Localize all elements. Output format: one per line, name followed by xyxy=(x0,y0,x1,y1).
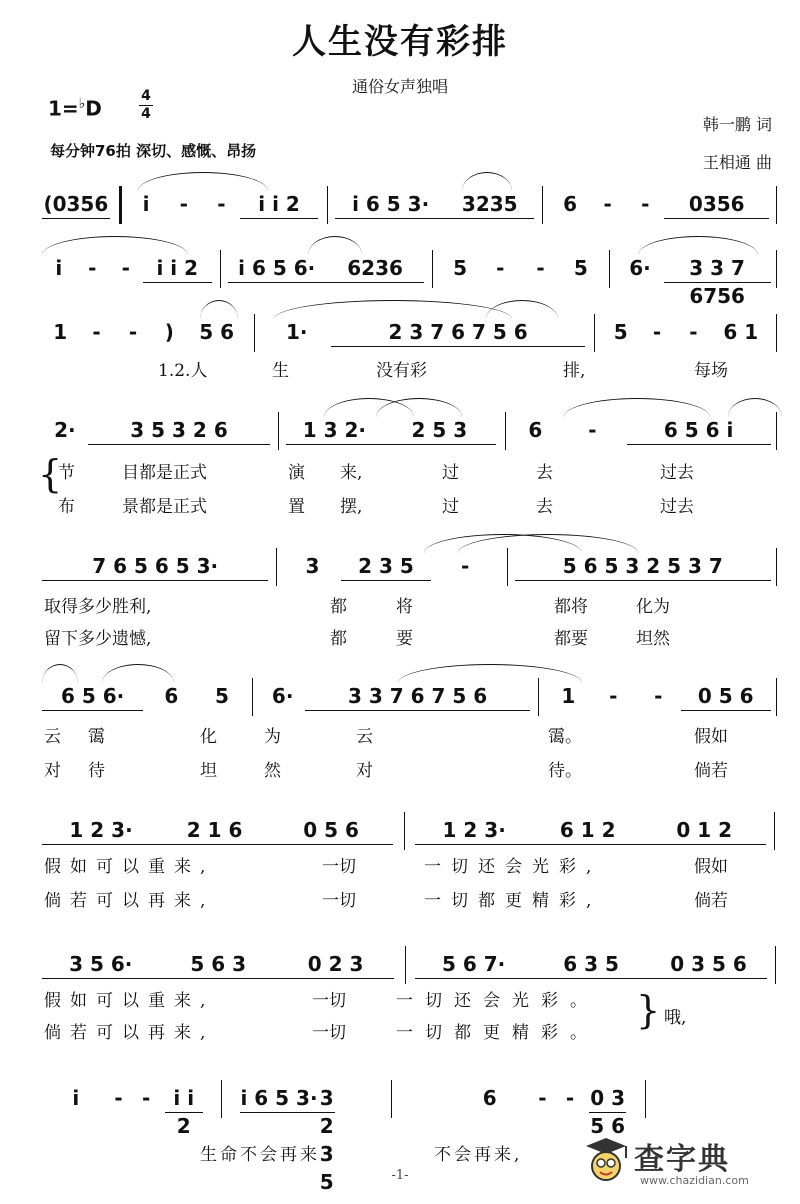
slur-mark xyxy=(138,172,268,191)
slur-mark xyxy=(486,300,558,319)
dash-extension: - xyxy=(121,256,130,280)
barline xyxy=(776,314,777,352)
note-group: 3 3 7 6 7 5 6 xyxy=(305,682,530,711)
lyric-word: 不会再来, xyxy=(434,1145,523,1165)
lyric-word: 每场 xyxy=(694,361,728,381)
watermark xyxy=(582,1130,782,1196)
slur-mark xyxy=(564,398,710,417)
lyric-word: 要 xyxy=(396,629,413,649)
dash-extension: - xyxy=(496,256,505,280)
note-group: 5 xyxy=(453,256,468,280)
note-group: 3 5 6· xyxy=(42,950,159,979)
lyric-word: 摆, xyxy=(340,497,363,517)
barline xyxy=(507,548,508,586)
note-group: 6236 xyxy=(326,254,424,283)
dash-extension: - xyxy=(603,192,612,216)
note-group: 1· xyxy=(285,320,308,344)
dash-extension: - xyxy=(114,1086,123,1110)
barline xyxy=(276,548,277,586)
lyric-word: 坦然 xyxy=(636,629,670,649)
barline xyxy=(776,548,777,586)
lyric-word: 排, xyxy=(563,361,586,381)
lyric-word: 过去 xyxy=(660,497,694,517)
note-group: 1 xyxy=(53,320,68,344)
dash-extension: - xyxy=(536,256,545,280)
note-group: 6· xyxy=(271,684,294,708)
note-group: 0 5 6 xyxy=(269,816,393,845)
note-group: i i 2 xyxy=(240,190,318,219)
note-group: 7 6 5 6 5 3· xyxy=(42,552,268,581)
note-group: 0 5 6 xyxy=(681,682,771,711)
dash-extension: - xyxy=(565,1086,575,1110)
key-prefix: 1= xyxy=(48,96,79,121)
note-group: 0 3 5 6 xyxy=(590,1086,626,1138)
lyric-word: 一切还会光彩。 xyxy=(396,991,599,1011)
composer-credit: 王相通 曲 xyxy=(702,153,772,172)
lyric-word: 景都是正式 xyxy=(122,497,207,517)
barline xyxy=(774,812,775,850)
lyric-word: 来, xyxy=(340,463,363,483)
lyric-word: 化为 xyxy=(636,597,670,617)
slur-mark xyxy=(102,664,174,683)
staff-system xyxy=(42,946,782,986)
dash-extension: - xyxy=(609,684,618,708)
note-group: 3 3 7 6756 xyxy=(664,254,771,283)
note-group: 5 6 3 xyxy=(159,950,276,979)
page-title: 人生没有彩排 xyxy=(292,22,508,62)
note-group: 1 2 3· xyxy=(415,816,533,845)
lyric-word: 一切都更精彩。 xyxy=(396,1023,599,1043)
lyric-word: 哦, xyxy=(664,1008,687,1028)
note-group: i 6 5 6· xyxy=(228,254,326,283)
note-group: 6 3 5 xyxy=(532,950,649,979)
note-group: 6 xyxy=(563,192,577,216)
lyric-word: 霭 xyxy=(88,727,105,747)
note-group: i xyxy=(55,256,63,280)
barline xyxy=(432,250,433,288)
barline xyxy=(404,812,405,850)
staff-system xyxy=(42,314,782,354)
slur-mark xyxy=(398,664,582,683)
note-group: i xyxy=(72,1086,80,1110)
dash-extension: - xyxy=(654,684,663,708)
barline xyxy=(538,678,539,716)
lyric-word: 节 xyxy=(58,463,75,483)
lyric-word: 假如 xyxy=(694,857,728,877)
lyric-word: 倘若可以再来, xyxy=(44,1023,215,1043)
graduate-mascot-icon xyxy=(582,1132,628,1188)
lyric-word: 对 xyxy=(356,761,373,781)
lyric-word: 倘若 xyxy=(694,891,728,911)
lyric-word: 一切 xyxy=(322,891,356,911)
note-group: 2 1 6 xyxy=(160,816,269,845)
lyric-word: 一切还会光彩, xyxy=(424,857,602,877)
tempo-marking: 每分钟76拍 深切、感慨、昂扬 xyxy=(50,142,257,160)
note-group: 5 6 7· xyxy=(415,950,532,979)
verse-brace: } xyxy=(636,988,661,1032)
lyric-word: 都 xyxy=(330,629,347,649)
note-group: i 6 5 3· xyxy=(240,1084,318,1113)
lyric-word: 取得多少胜利, xyxy=(44,597,152,617)
lyric-word: 云 xyxy=(44,727,61,747)
barline xyxy=(405,946,406,984)
lyric-word: 留下多少遗憾, xyxy=(44,629,152,649)
barline xyxy=(221,1080,222,1118)
note-group: 6 xyxy=(528,418,543,442)
dash-extension: - xyxy=(588,418,597,442)
watermark-url: www.chazidian.com xyxy=(640,1174,749,1187)
lyric-word: 都 xyxy=(330,597,347,617)
barline xyxy=(254,314,255,352)
time-signature xyxy=(136,88,156,123)
lyric-word: 去 xyxy=(536,497,553,517)
note-group: 1 2 3· xyxy=(42,816,160,845)
lyric-word: 目都是正式 xyxy=(122,463,207,483)
lyric-word: 化 xyxy=(200,727,217,747)
barline xyxy=(609,250,610,288)
lyric-word: 一切 xyxy=(322,857,356,877)
note-group: 3235 xyxy=(446,190,534,219)
lyric-word: 都将 xyxy=(554,597,588,617)
note-group: 0 3 5 6 xyxy=(650,950,767,979)
note-group: 5 xyxy=(214,684,229,708)
lyric-word: 过去 xyxy=(660,463,694,483)
staff-system xyxy=(42,412,782,452)
lyric-word: 过 xyxy=(442,497,459,517)
dash-extension: - xyxy=(461,554,470,578)
lyric-word: 假如可以重来, xyxy=(44,991,215,1011)
note-group: i 6 5 3· xyxy=(335,190,445,219)
barline xyxy=(391,1080,392,1118)
note-group: 0 1 2 xyxy=(642,816,766,845)
lyric-word: 生命不会再来 xyxy=(200,1145,320,1165)
dash-extension: - xyxy=(179,192,188,216)
note-group: 2· xyxy=(54,418,76,442)
note-group: 0356 xyxy=(664,190,769,219)
barline xyxy=(220,250,221,288)
lyric-word: 霭。 xyxy=(548,727,582,747)
note-group: 6 1 xyxy=(723,320,759,344)
lyric-word: 为 xyxy=(264,727,281,747)
staff-system xyxy=(42,186,782,226)
key-note: D xyxy=(85,96,102,121)
note-group: 6 xyxy=(164,684,179,708)
slur-mark xyxy=(728,398,782,417)
barline xyxy=(776,412,777,450)
lyric-word: 过 xyxy=(442,463,459,483)
dash-extension: - xyxy=(141,1086,151,1110)
note-group: i i 2 xyxy=(165,1084,203,1113)
dash-extension: - xyxy=(538,1086,547,1110)
staff-system xyxy=(42,812,782,852)
note-group: 6 1 2 xyxy=(533,816,642,845)
slur-mark xyxy=(638,236,758,255)
lyric-word: 生 xyxy=(272,361,289,381)
lyric-word: 对 xyxy=(44,761,61,781)
slur-mark xyxy=(274,300,512,319)
dash-extension: - xyxy=(641,192,650,216)
note-group: 6· xyxy=(629,256,651,280)
slur-mark xyxy=(308,236,362,255)
lyric-word: 布 xyxy=(58,497,75,517)
note-group: 2 3 5 xyxy=(341,552,432,581)
barline xyxy=(252,678,253,716)
staff-system xyxy=(42,678,782,718)
note-group: i i 2 xyxy=(143,254,212,283)
dash-extension: - xyxy=(92,320,101,344)
note-group: 3 2 3 5 xyxy=(319,1086,334,1194)
lyric-word: 倘若 xyxy=(694,761,728,781)
verse-brace: { xyxy=(38,452,63,496)
note-group: 1 3 2· xyxy=(286,416,382,445)
lyric-word: 待 xyxy=(88,761,105,781)
note-group: 1 xyxy=(561,684,576,708)
lyric-word: 然 xyxy=(264,761,281,781)
barline xyxy=(594,314,595,352)
barline xyxy=(776,250,777,288)
note-group: 6 xyxy=(482,1086,497,1110)
dash-extension: - xyxy=(88,256,97,280)
barline xyxy=(505,412,506,450)
barline xyxy=(327,186,328,224)
note-group: 6 5 6 i xyxy=(627,416,771,445)
barline xyxy=(278,412,279,450)
note-group: 5 xyxy=(613,320,628,344)
time-bottom: 4 xyxy=(141,106,151,122)
dash-extension: - xyxy=(652,320,662,344)
page-number: -1- xyxy=(391,1168,409,1183)
dash-extension: - xyxy=(217,192,226,216)
lyric-word: 置 xyxy=(288,497,305,517)
note-group: ) xyxy=(164,320,174,344)
dash-extension: - xyxy=(128,320,138,344)
lyric-word: 一切 xyxy=(312,991,346,1011)
flat-sign: ♭ xyxy=(78,96,86,112)
lyric-word: 演 xyxy=(288,463,305,483)
staff-system xyxy=(42,250,782,308)
lyric-word: 1.2.人 xyxy=(158,361,208,381)
note-group: 2 3 7 6 7 5 6 xyxy=(331,318,586,347)
note-group: 3 5 3 2 6 xyxy=(88,416,271,445)
lyric-word: 都要 xyxy=(554,629,588,649)
note-group: 3 xyxy=(305,554,320,578)
key-signature xyxy=(48,96,102,121)
lyric-word: 待。 xyxy=(548,761,582,781)
time-top: 4 xyxy=(141,88,151,104)
note-group: 5 xyxy=(573,256,588,280)
barline xyxy=(645,1080,646,1118)
lyric-word: 云 xyxy=(356,727,373,747)
lyric-word: 倘若可以再来, xyxy=(44,891,215,911)
note-group: 2 5 3 xyxy=(382,416,496,445)
lyricist-credit: 韩一鹏 词 xyxy=(702,115,772,134)
watermark-title: 查字典 xyxy=(634,1142,730,1177)
slur-mark xyxy=(462,172,512,191)
lyric-word: 去 xyxy=(536,463,553,483)
lyric-word: 一切都更精彩, xyxy=(424,891,602,911)
barline xyxy=(776,186,777,224)
barline xyxy=(776,678,777,716)
lyric-word: 一切 xyxy=(312,1023,346,1043)
barline xyxy=(542,186,543,224)
lyric-word: 假如 xyxy=(694,727,728,747)
note-group: i xyxy=(142,192,150,216)
dash-extension: - xyxy=(689,320,698,344)
lyric-word: 将 xyxy=(396,597,413,617)
subtitle: 通俗女声独唱 xyxy=(351,77,448,96)
lyric-word: 没有彩 xyxy=(376,361,427,381)
staff-system xyxy=(42,548,782,588)
note-group: 6 5 6· xyxy=(42,682,143,711)
barline xyxy=(775,946,776,984)
note-group: (0356 xyxy=(42,190,110,219)
note-group: 5 6 5 3 2 5 3 7 xyxy=(515,552,771,581)
note-group: 5 6 xyxy=(199,320,235,344)
slur-mark xyxy=(42,236,188,255)
slur-mark xyxy=(42,664,78,683)
slur-mark xyxy=(200,300,238,319)
repeat-barline xyxy=(119,186,122,224)
lyric-word: 假如可以重来, xyxy=(44,857,215,877)
lyric-word: 坦 xyxy=(200,761,217,781)
note-group: 0 2 3 xyxy=(277,950,394,979)
